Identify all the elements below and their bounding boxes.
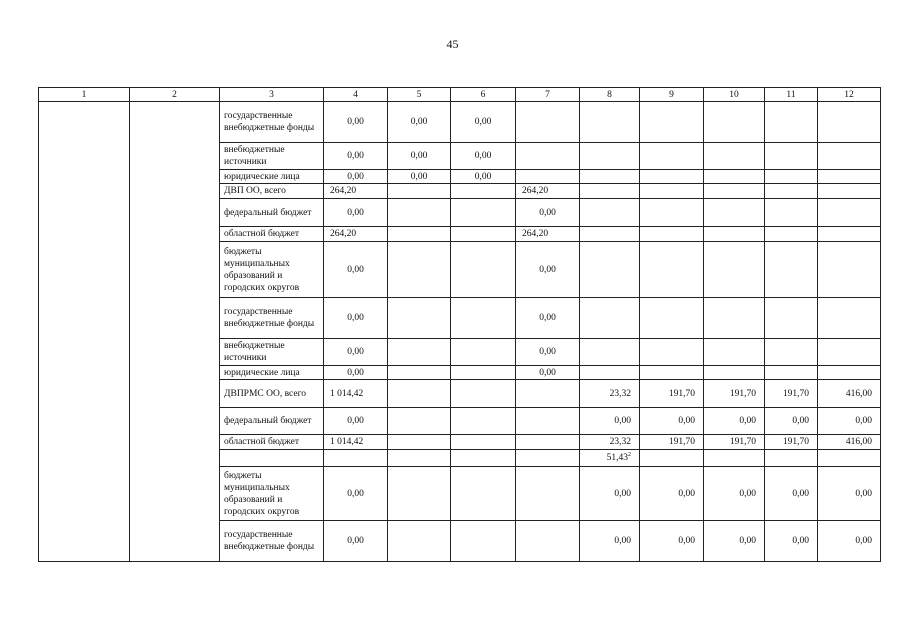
value-cell-10 bbox=[704, 227, 765, 242]
cell-value: 0,00 bbox=[539, 264, 556, 275]
row-label-cell bbox=[220, 227, 324, 242]
cell-value: 0,00 bbox=[347, 264, 364, 275]
row-label-cell bbox=[220, 450, 324, 467]
value-cell-6 bbox=[451, 184, 516, 199]
cell-value: 0,00 bbox=[678, 488, 695, 499]
page-number: 45 bbox=[446, 37, 459, 51]
value-cell-5 bbox=[388, 199, 451, 227]
cell-value: 0,00 bbox=[792, 536, 809, 546]
value-cell-12 bbox=[818, 467, 881, 521]
row-label-cell bbox=[220, 199, 324, 227]
value-cell-8 bbox=[580, 339, 640, 366]
value-cell-11 bbox=[765, 408, 818, 435]
value-cell-8 bbox=[580, 435, 640, 450]
column-header-11: 11 bbox=[765, 88, 818, 102]
value-cell-6 bbox=[451, 143, 516, 170]
value-cell-6 bbox=[451, 298, 516, 339]
cell-value: 0,00 bbox=[614, 536, 631, 546]
value-cell-6 bbox=[451, 366, 516, 380]
value-cell-7 bbox=[516, 298, 580, 339]
value-cell-9 bbox=[640, 380, 704, 408]
value-cell-12 bbox=[818, 143, 881, 170]
cell-value: 264,20 bbox=[330, 229, 357, 239]
value-cell-9 bbox=[640, 199, 704, 227]
value-cell-11 bbox=[765, 298, 818, 339]
cell-value: 0,00 bbox=[347, 536, 364, 546]
cell-value: 416,00 bbox=[845, 437, 872, 447]
cell-value: 23,32 bbox=[609, 388, 631, 399]
value-cell-9 bbox=[640, 408, 704, 435]
value-cell-12 bbox=[818, 521, 881, 562]
row-label: внебюджетные источники bbox=[224, 145, 285, 167]
value-cell-8 bbox=[580, 143, 640, 170]
table-row bbox=[39, 102, 881, 143]
cell-value: 0,00 bbox=[410, 171, 428, 182]
cell-value: 191,70 bbox=[668, 388, 695, 399]
value-cell-8 bbox=[580, 170, 640, 184]
cell-value: 0,00 bbox=[739, 536, 756, 546]
cell-value: 1 014,42 bbox=[330, 437, 364, 447]
value-cell-11 bbox=[765, 435, 818, 450]
cell-value: 0,00 bbox=[855, 536, 872, 546]
value-cell-5 bbox=[388, 366, 451, 380]
value-cell-12 bbox=[818, 102, 881, 143]
value-cell-11 bbox=[765, 170, 818, 184]
column-header-1: 1 bbox=[39, 88, 130, 102]
value-cell-9 bbox=[640, 467, 704, 521]
cell-value: 191,70 bbox=[782, 388, 809, 399]
value-cell-7 bbox=[516, 242, 580, 298]
column-header-12: 12 bbox=[818, 88, 881, 102]
value-cell-10 bbox=[704, 143, 765, 170]
cell-value: 0,00 bbox=[347, 117, 364, 127]
column-header-6: 6 bbox=[451, 88, 516, 102]
value-cell-12 bbox=[818, 450, 881, 467]
column-header-3: 3 bbox=[220, 88, 324, 102]
value-cell-7 bbox=[516, 143, 580, 170]
value-cell-6 bbox=[451, 102, 516, 143]
value-cell-8 bbox=[580, 521, 640, 562]
value-cell-4 bbox=[324, 521, 388, 562]
value-cell-10 bbox=[704, 435, 765, 450]
col2-merged-cell bbox=[130, 102, 220, 562]
cell-value: 23,32 bbox=[609, 437, 631, 447]
row-label-cell bbox=[220, 242, 324, 298]
value-cell-10 bbox=[704, 102, 765, 143]
cell-value: 0,00 bbox=[410, 151, 428, 161]
value-cell-8 bbox=[580, 450, 640, 467]
value-cell-8 bbox=[580, 184, 640, 199]
row-label: федеральный бюджет bbox=[224, 207, 312, 218]
value-cell-11 bbox=[765, 242, 818, 298]
cell-value: 0,00 bbox=[739, 416, 756, 426]
value-cell-11 bbox=[765, 380, 818, 408]
table-body bbox=[39, 102, 881, 562]
value-cell-8 bbox=[580, 467, 640, 521]
row-label-cell bbox=[220, 143, 324, 170]
value-cell-9 bbox=[640, 435, 704, 450]
cell-value: 191,70 bbox=[782, 437, 809, 447]
value-cell-9 bbox=[640, 184, 704, 199]
value-cell-5 bbox=[388, 408, 451, 435]
cell-value: 0,00 bbox=[539, 347, 556, 357]
value-cell-12 bbox=[818, 339, 881, 366]
cell-value: 191,70 bbox=[668, 437, 695, 447]
row-label: ДВП ОО, всего bbox=[224, 186, 286, 196]
value-cell-7 bbox=[516, 170, 580, 184]
value-cell-7 bbox=[516, 339, 580, 366]
value-cell-11 bbox=[765, 366, 818, 380]
value-cell-11 bbox=[765, 199, 818, 227]
value-cell-4 bbox=[324, 199, 388, 227]
value-cell-11 bbox=[765, 227, 818, 242]
value-cell-10 bbox=[704, 184, 765, 199]
row-label-cell bbox=[220, 184, 324, 199]
value-cell-12 bbox=[818, 170, 881, 184]
row-label-cell bbox=[220, 435, 324, 450]
cell-value: 0,00 bbox=[539, 207, 556, 218]
value-cell-4 bbox=[324, 102, 388, 143]
cell-value: 0,00 bbox=[678, 536, 695, 546]
value-cell-7 bbox=[516, 450, 580, 467]
value-cell-10 bbox=[704, 521, 765, 562]
cell-value: 264,20 bbox=[522, 229, 549, 239]
value-cell-9 bbox=[640, 227, 704, 242]
value-cell-10 bbox=[704, 199, 765, 227]
value-cell-8 bbox=[580, 408, 640, 435]
column-header-9: 9 bbox=[640, 88, 704, 102]
row-label: юридические лица bbox=[224, 171, 300, 182]
value-cell-7 bbox=[516, 199, 580, 227]
column-header-7: 7 bbox=[516, 88, 580, 102]
value-cell-6 bbox=[451, 170, 516, 184]
value-cell-10 bbox=[704, 408, 765, 435]
value-cell-4 bbox=[324, 408, 388, 435]
cell-value: 0,00 bbox=[739, 488, 756, 499]
cell-value: 0,00 bbox=[792, 488, 809, 499]
row-label-cell bbox=[220, 102, 324, 143]
value-cell-12 bbox=[818, 184, 881, 199]
value-cell-9 bbox=[640, 366, 704, 380]
value-cell-10 bbox=[704, 450, 765, 467]
value-cell-8 bbox=[580, 227, 640, 242]
value-cell-8 bbox=[580, 380, 640, 408]
row-label-cell bbox=[220, 380, 324, 408]
value-cell-9 bbox=[640, 143, 704, 170]
row-label-cell bbox=[220, 408, 324, 435]
row-label: ДВПРМС ОО, всего bbox=[224, 388, 306, 399]
value-cell-6 bbox=[451, 467, 516, 521]
value-cell-11 bbox=[765, 143, 818, 170]
row-label: бюджеты муниципальных образований и городских округов bbox=[224, 470, 300, 517]
value-cell-4 bbox=[324, 170, 388, 184]
value-cell-4 bbox=[324, 184, 388, 199]
value-cell-11 bbox=[765, 184, 818, 199]
cell-value: 191,70 bbox=[729, 388, 756, 399]
row-label: внебюджетные источники bbox=[224, 341, 285, 363]
value-cell-5 bbox=[388, 170, 451, 184]
cell-value: 0,00 bbox=[614, 488, 631, 499]
cell-value: 0,00 bbox=[410, 117, 428, 127]
value-cell-5 bbox=[388, 102, 451, 143]
value-cell-8 bbox=[580, 242, 640, 298]
cell-value: 0,00 bbox=[474, 117, 492, 127]
column-header-5: 5 bbox=[388, 88, 451, 102]
cell-value: 0,00 bbox=[347, 416, 364, 426]
cell-value: 0,00 bbox=[347, 151, 364, 161]
value-cell-8 bbox=[580, 199, 640, 227]
cell-value: 0,00 bbox=[792, 416, 809, 426]
cell-value: 0,00 bbox=[855, 488, 872, 499]
value-cell-12 bbox=[818, 242, 881, 298]
value-cell-5 bbox=[388, 227, 451, 242]
row-label-cell bbox=[220, 170, 324, 184]
row-label-cell bbox=[220, 467, 324, 521]
column-header-2: 2 bbox=[130, 88, 220, 102]
value-cell-7 bbox=[516, 467, 580, 521]
cell-value: 0,00 bbox=[539, 367, 556, 378]
value-cell-4 bbox=[324, 227, 388, 242]
value-cell-4 bbox=[324, 242, 388, 298]
row-label: государственные внебюджетные фонды bbox=[224, 307, 315, 329]
value-cell-10 bbox=[704, 298, 765, 339]
value-cell-5 bbox=[388, 450, 451, 467]
value-cell-10 bbox=[704, 380, 765, 408]
cell-value: 416,00 bbox=[845, 388, 872, 399]
value-cell-4 bbox=[324, 143, 388, 170]
value-cell-5 bbox=[388, 467, 451, 521]
value-cell-6 bbox=[451, 521, 516, 562]
value-cell-8 bbox=[580, 102, 640, 143]
value-cell-4 bbox=[324, 435, 388, 450]
value-cell-6 bbox=[451, 435, 516, 450]
cell-value: 264,20 bbox=[522, 186, 549, 196]
cell-value: 0,00 bbox=[347, 367, 364, 378]
value-cell-10 bbox=[704, 366, 765, 380]
value-cell-10 bbox=[704, 170, 765, 184]
cell-value: 0,00 bbox=[474, 151, 492, 161]
value-cell-11 bbox=[765, 521, 818, 562]
col1-merged-cell bbox=[39, 102, 130, 562]
value-cell-7 bbox=[516, 366, 580, 380]
value-cell-11 bbox=[765, 339, 818, 366]
column-header-8: 8 bbox=[580, 88, 640, 102]
row-label: юридические лица bbox=[224, 367, 300, 378]
row-label-cell bbox=[220, 366, 324, 380]
value-cell-12 bbox=[818, 298, 881, 339]
value-cell-12 bbox=[818, 366, 881, 380]
row-label-cell bbox=[220, 298, 324, 339]
cell-value: 0,00 bbox=[347, 207, 364, 218]
value-cell-11 bbox=[765, 467, 818, 521]
value-cell-5 bbox=[388, 298, 451, 339]
column-header-10: 10 bbox=[704, 88, 765, 102]
row-label: государственные внебюджетные фонды bbox=[224, 111, 315, 133]
cell-value: 1 014,42 bbox=[330, 388, 364, 399]
value-cell-9 bbox=[640, 170, 704, 184]
cell-value: 191,70 bbox=[729, 437, 756, 447]
value-cell-7 bbox=[516, 227, 580, 242]
value-cell-5 bbox=[388, 242, 451, 298]
value-cell-4 bbox=[324, 298, 388, 339]
row-label: областной бюджет bbox=[224, 437, 300, 447]
budget-table bbox=[38, 87, 881, 562]
value-cell-5 bbox=[388, 521, 451, 562]
value-cell-4 bbox=[324, 467, 388, 521]
row-label: бюджеты муниципальных образований и городских округов bbox=[224, 246, 300, 293]
value-cell-5 bbox=[388, 143, 451, 170]
value-cell-11 bbox=[765, 450, 818, 467]
value-cell-8 bbox=[580, 366, 640, 380]
value-cell-12 bbox=[818, 227, 881, 242]
value-cell-4 bbox=[324, 380, 388, 408]
cell-value: 0,00 bbox=[614, 416, 631, 426]
value-cell-4 bbox=[324, 366, 388, 380]
cell-value: 264,20 bbox=[330, 186, 357, 196]
value-cell-9 bbox=[640, 339, 704, 366]
value-cell-7 bbox=[516, 102, 580, 143]
cell-value: 0,00 bbox=[474, 171, 492, 182]
value-cell-5 bbox=[388, 435, 451, 450]
cell-value: 0,00 bbox=[347, 313, 364, 323]
cell-value: 0,00 bbox=[678, 416, 695, 426]
value-cell-6 bbox=[451, 227, 516, 242]
value-cell-12 bbox=[818, 199, 881, 227]
row-label: федеральный бюджет bbox=[224, 416, 312, 426]
header-row bbox=[39, 88, 881, 102]
row-label: областной бюджет bbox=[224, 229, 300, 239]
value-cell-5 bbox=[388, 184, 451, 199]
value-cell-6 bbox=[451, 380, 516, 408]
value-cell-5 bbox=[388, 380, 451, 408]
row-label: государственные внебюджетные фонды bbox=[224, 530, 315, 552]
value-cell-9 bbox=[640, 450, 704, 467]
value-cell-10 bbox=[704, 242, 765, 298]
value-cell-11 bbox=[765, 102, 818, 143]
cell-value: 0,00 bbox=[539, 313, 556, 323]
value-cell-6 bbox=[451, 339, 516, 366]
cell-value: 0,00 bbox=[855, 416, 872, 426]
value-cell-7 bbox=[516, 435, 580, 450]
value-cell-9 bbox=[640, 521, 704, 562]
value-cell-10 bbox=[704, 339, 765, 366]
value-cell-10 bbox=[704, 467, 765, 521]
row-label-cell bbox=[220, 339, 324, 366]
value-cell-4 bbox=[324, 339, 388, 366]
value-cell-6 bbox=[451, 408, 516, 435]
value-cell-4 bbox=[324, 450, 388, 467]
column-header-4: 4 bbox=[324, 88, 388, 102]
value-cell-6 bbox=[451, 199, 516, 227]
value-cell-7 bbox=[516, 408, 580, 435]
cell-value: 0,00 bbox=[347, 171, 364, 182]
cell-value: 51,43 bbox=[606, 453, 628, 463]
value-cell-6 bbox=[451, 242, 516, 298]
row-label-cell bbox=[220, 521, 324, 562]
value-cell-12 bbox=[818, 435, 881, 450]
value-cell-7 bbox=[516, 521, 580, 562]
value-cell-5 bbox=[388, 339, 451, 366]
footnote-marker: 2 bbox=[628, 451, 631, 458]
value-cell-7 bbox=[516, 184, 580, 199]
value-cell-12 bbox=[818, 408, 881, 435]
value-cell-7 bbox=[516, 380, 580, 408]
value-cell-9 bbox=[640, 102, 704, 143]
cell-value: 0,00 bbox=[347, 347, 364, 357]
value-cell-6 bbox=[451, 450, 516, 467]
value-cell-9 bbox=[640, 242, 704, 298]
value-cell-9 bbox=[640, 298, 704, 339]
cell-value: 0,00 bbox=[347, 488, 364, 499]
value-cell-8 bbox=[580, 298, 640, 339]
value-cell-12 bbox=[818, 380, 881, 408]
